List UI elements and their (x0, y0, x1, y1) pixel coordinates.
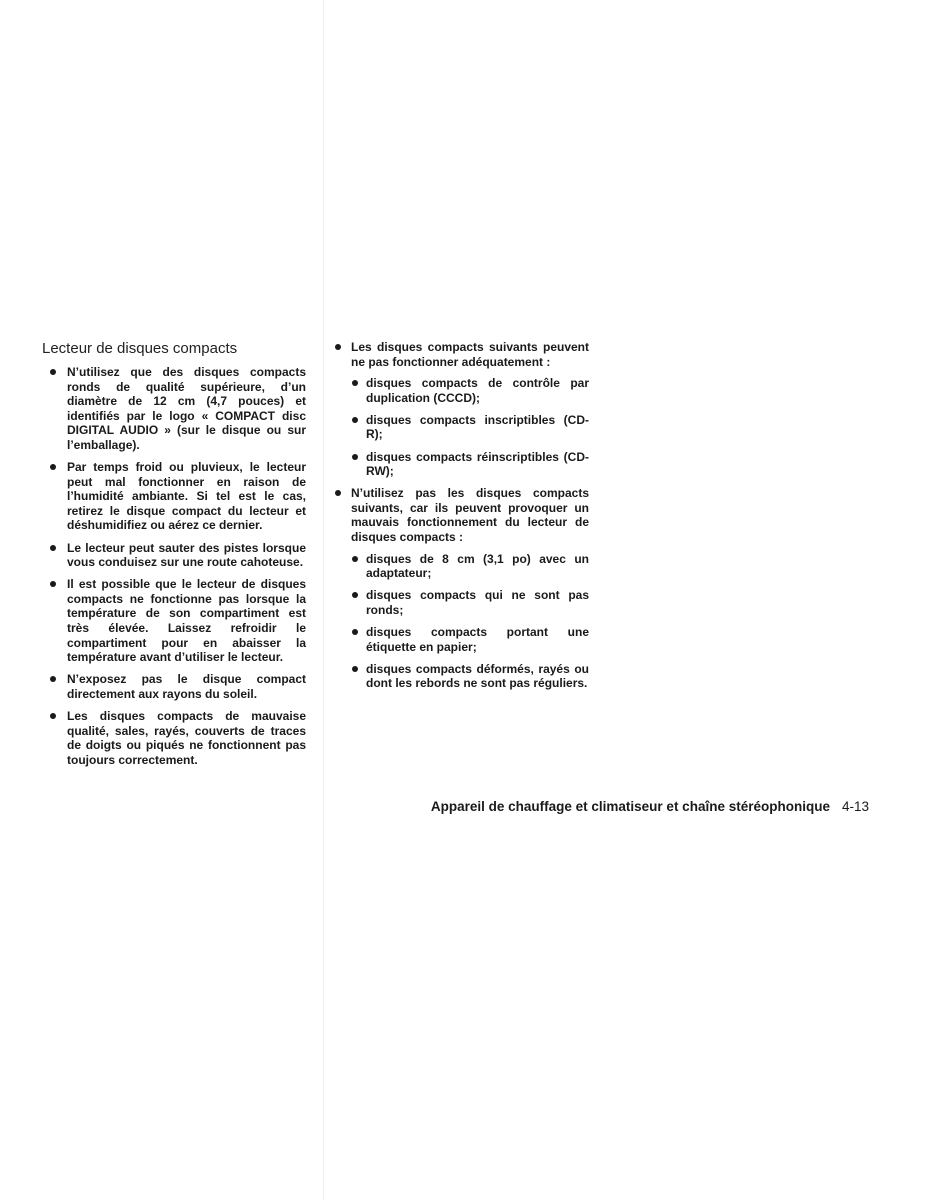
list-item-text: Les disques compacts de mauvaise qualité, sales, rayés, couverts de traces de doigts ou piqués ne fonctionnent pas toujours correctement. (67, 708, 306, 767)
right-bullet-list (333, 340, 589, 691)
sub-list-item-text: disques compacts de contrôle par duplication (CCCD); (366, 376, 589, 405)
sub-list-item-text: disques de 8 cm (3,1 po) avec un adaptateur; (366, 551, 589, 581)
bullet-icon (50, 581, 56, 587)
bullet-icon (335, 490, 341, 496)
page-footer (431, 799, 869, 814)
sub-bullet-list (351, 376, 589, 479)
list-item (333, 486, 589, 691)
bullet-icon (50, 713, 56, 719)
sub-list-item (351, 376, 589, 405)
page-number: 4-13 (841, 799, 869, 814)
list-item (42, 365, 306, 453)
sub-list-item-text: disques compacts inscriptibles (CD-R); (366, 412, 589, 442)
sub-list-item-text: disques compacts déformés, rayés ou dont les rebords ne sont pas réguliers. (366, 661, 589, 691)
bullet-icon (352, 629, 358, 635)
sub-list-item-text: disques compacts réinscriptibles (CD-RW); (366, 449, 589, 479)
list-item (42, 541, 306, 570)
sub-list-item (351, 413, 589, 442)
list-item (42, 672, 306, 701)
left-column (42, 340, 306, 775)
bullet-icon (50, 464, 56, 470)
sub-list-item (351, 552, 589, 581)
sub-list-item-text: disques compacts qui ne sont pas ronds; (366, 588, 589, 617)
list-item-text: N’exposez pas le disque compact directement aux rayons du soleil. (67, 672, 306, 701)
list-item-text: Le lecteur peut sauter des pistes lorsque vous conduisez sur une route cahoteuse. (67, 540, 306, 570)
list-item (42, 577, 306, 665)
bullet-icon (352, 666, 358, 672)
bullet-icon (352, 556, 358, 562)
bullet-icon (50, 369, 56, 375)
sub-list-item (351, 662, 589, 691)
sub-list-item-text: disques compacts portant une étiquette en papier; (366, 625, 589, 654)
list-item-text: N’utilisez que des disques compacts ronds de qualité supérieure, d’un diamètre de 12 cm (4,7 pouces) et identifiés par le logo « COMPACT disc DIGITAL AUDIO » (sur le disque ou sur l’emballage). (67, 365, 306, 452)
sub-list-item (351, 588, 589, 617)
list-item-text: Les disques compacts suivants peuvent ne pas fonctionner adéquatement : (351, 340, 589, 369)
bullet-icon (352, 417, 358, 423)
sub-list-item (351, 625, 589, 654)
sub-bullet-list (351, 552, 589, 691)
list-item-text: Par temps froid ou pluvieux, le lecteur peut mal fonctionner en raison de l’humidité ambiante. Si tel est le cas, retirez le disque compact du lecteur et déshumidifiez ou aérez ce dernier. (67, 460, 306, 533)
section-title: Lecteur de disques compacts (42, 340, 238, 357)
list-item (42, 709, 306, 767)
bullet-icon (50, 545, 56, 551)
list-item (333, 340, 589, 479)
list-item-text: N’utilisez pas les disques compacts suivants, car ils peuvent provoquer un mauvais fonctionnement du lecteur de disques compacts : (351, 486, 589, 545)
right-column (333, 340, 589, 698)
left-bullet-list (42, 365, 306, 767)
sub-list-item (351, 450, 589, 479)
bullet-icon (352, 454, 358, 460)
bullet-icon (335, 344, 341, 350)
chapter-title: Appareil de chauffage et climatiseur et chaîne stéréophonique (430, 799, 830, 814)
bullet-icon (352, 592, 358, 598)
bullet-icon (50, 676, 56, 682)
list-item (42, 460, 306, 533)
bullet-icon (352, 380, 358, 386)
list-item-text: Il est possible que le lecteur de disques compacts ne fonctionne pas lorsque la température de son compartiment est très élevée. Laissez refroidir le compartiment pour en abaisser la température avant d’utiliser le lecteur. (67, 577, 306, 665)
page-gutter (323, 0, 324, 1200)
